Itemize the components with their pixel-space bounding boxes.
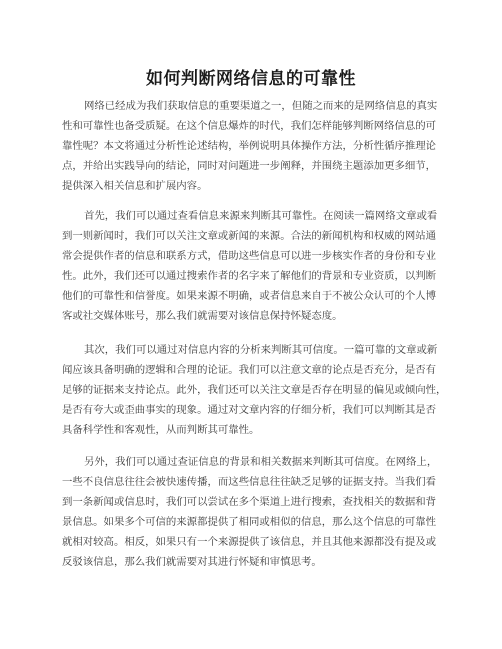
paragraph-line: 闻应该具备明确的逻辑和合理的论证。我们可以注意文章的论点是否充分，是否有 <box>62 364 437 376</box>
paragraph-3 <box>62 340 447 440</box>
paragraph-line: 就相对较高。相反，如果只有一个来源提供了该信息，并且其他来源都没有提及或 <box>62 536 437 548</box>
paragraph-line: 他们的可靠性和信誉度。如果来源不明确，或者信息来自于不被公众认可的个人博 <box>62 290 437 302</box>
paragraph-line: 性和可靠性也备受质疑。在这个信息爆炸的时代，我们怎样能够判断网络信息的可 <box>62 120 437 132</box>
paragraph-line: 客或社交媒体账号，那么我们就需要对该信息保持怀疑态度。 <box>62 310 343 322</box>
paragraph-1 <box>62 96 440 196</box>
paragraph-line: 一些不良信息往往会被快速传播，而这些信息往往缺乏足够的证据支持。当我们看 <box>62 476 437 488</box>
paragraph-line: 常会提供作者的信息和联系方式，借助这些信息可以进一步核实作者的身份和专业 <box>62 250 437 262</box>
paragraph-line: 足够的证据来支持论点。此外，我们还可以关注文章是否存在明显的偏见或倾向性， <box>62 384 447 396</box>
paragraph-line: 性。此外，我们还可以通过搜索作者的名字来了解他们的背景和专业资质，以判断 <box>62 270 437 282</box>
paragraph-line: 景信息。如果多个可信的来源都提供了相同或相似的信息，那么这个信息的可靠性 <box>62 516 437 528</box>
paragraph-line: 到一条新闻或信息时，我们可以尝试在多个渠道上进行搜索，查找相关的数据和背 <box>62 496 437 508</box>
paragraph-line: 具备科学性和客观性，从而判断其可靠性。 <box>62 424 260 436</box>
paragraph-line: 是否有夸大或歪曲事实的现象。通过对文章内容的仔细分析，我们可以判断其是否 <box>62 404 437 416</box>
paragraph-line: 提供深入相关信息和扩展内容。 <box>62 180 208 192</box>
paragraph-2 <box>62 206 440 326</box>
paragraph-line: 其次，我们可以通过对信息内容的分析来判断其可信度。一篇可靠的文章或新 <box>84 344 438 356</box>
paragraph-line: 反驳该信息，那么我们就需要对其进行怀疑和审慎思考。 <box>62 556 322 568</box>
paragraph-line: 靠性呢？本文将通过分析性论述结构，举例说明具体操作方法，分析性循序推理论 <box>62 140 437 152</box>
paragraph-line: 另外，我们可以通过查证信息的背景和相关数据来判断其可信度。在网络上， <box>84 456 438 468</box>
paragraph-line: 首先，我们可以通过查看信息来源来判断其可靠性。在阅读一篇网络文章或看 <box>84 210 438 222</box>
paragraph-line: 到一则新闻时，我们可以关注文章或新闻的来源。合法的新闻机构和权威的网站通 <box>62 230 437 242</box>
page-title: 如何判断网络信息的可靠性 <box>146 69 356 89</box>
paragraph-4 <box>62 452 440 572</box>
paragraph-line: 网络已经成为我们获取信息的重要渠道之一，但随之而来的是网络信息的真实 <box>84 100 438 112</box>
paragraph-line: 点，并给出实践导向的结论，同时对问题进一步阐释，并围绕主题添加更多细节， <box>62 160 437 172</box>
